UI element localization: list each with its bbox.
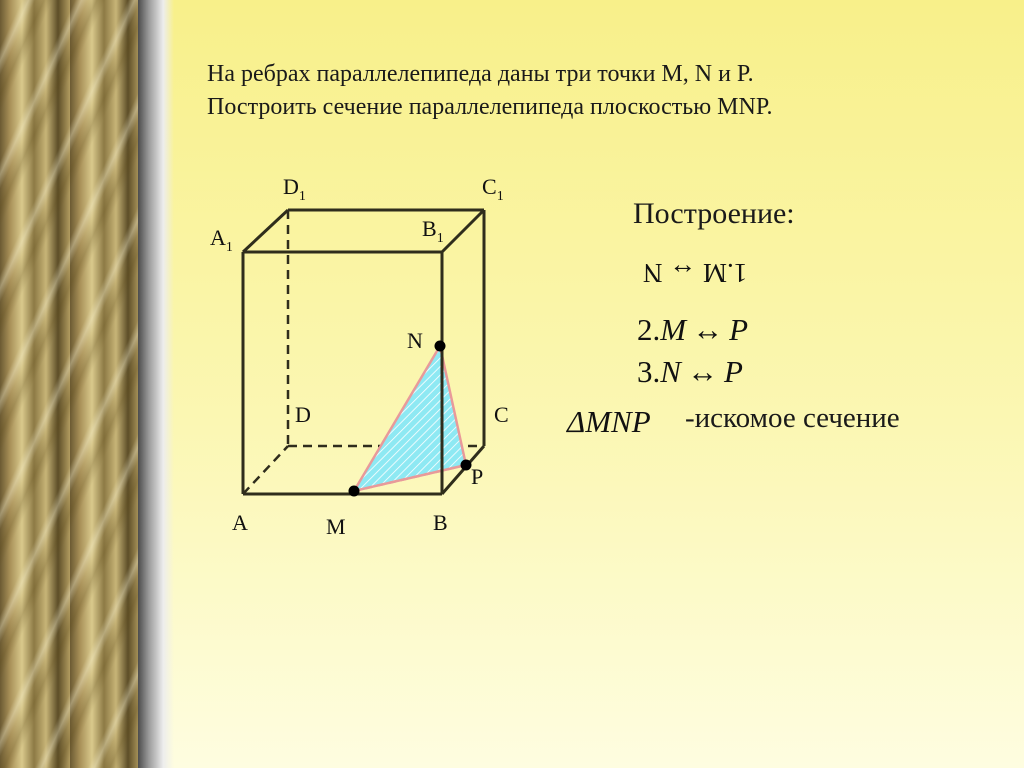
step-3-arrow: ↔	[686, 354, 718, 389]
step-3-from: N	[660, 354, 681, 389]
step-2-number: 2.	[637, 312, 661, 347]
construction-step-2	[637, 312, 748, 348]
construction-heading: Построение:	[633, 197, 795, 230]
label-n: N	[407, 328, 423, 353]
label-b: B	[433, 510, 448, 535]
construction-step-1: 1.M ↔ N	[643, 258, 748, 288]
label-d: D	[295, 402, 311, 427]
point-m	[349, 486, 360, 497]
edge-B1C1	[442, 210, 484, 252]
point-n	[435, 341, 446, 352]
label-p: P	[471, 464, 484, 489]
step-2-from: M	[660, 312, 687, 347]
label-a1: $A_1$	[210, 225, 233, 255]
problem-line-2: Построить сечение параллелепипеда плоскостью MNP.	[207, 94, 773, 120]
label-a: A	[232, 510, 248, 535]
problem-line-1: На ребрах параллелепипеда даны три точки M, N и P.	[207, 61, 754, 87]
edge-A1D1	[243, 210, 288, 252]
edge-AD	[243, 446, 288, 494]
label-d1: $D_1$	[283, 174, 306, 204]
label-m: M	[326, 514, 346, 539]
step-2-arrow: ↔	[692, 312, 724, 347]
step-2-to: P	[729, 312, 749, 347]
step-3-number: 3.	[637, 354, 661, 389]
result-triangle-symbol: ΔMNP	[567, 404, 651, 439]
label-c: C	[494, 402, 509, 427]
point-p	[461, 460, 472, 471]
step-3-to: P	[723, 354, 743, 389]
result-caption: -искомое сечение	[685, 402, 900, 434]
label-b1: $B_1$	[422, 216, 444, 246]
label-c1: $C_1$	[482, 174, 504, 204]
construction-step-3	[637, 354, 743, 390]
